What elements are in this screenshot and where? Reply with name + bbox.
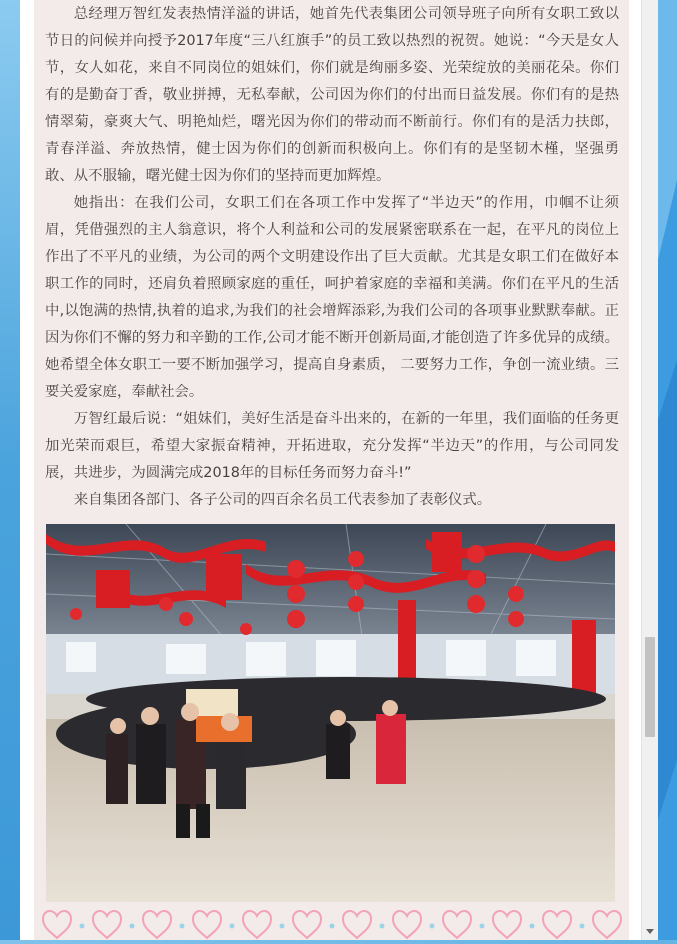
ceremony-hall-photo xyxy=(46,524,615,902)
desktop-wallpaper-icon xyxy=(658,0,677,940)
paragraph-2: 她指出：在我们公司，女职工们在各项工作中发挥了“半边天”的作用，巾帼不让须眉，凭借强烈的主人翁意识，将个人利益和公司的发展紧密联系在一起，在平凡的岗位上作出了不平凡的业绩，为公司的两个文明建设作出了巨大贡献。尤其是女职工们在做好本职工作的同时，还肩负着照顾家庭的重任，呵护着家庭的幸福和美满。你们在平凡的生活中,以饱满的热情,执着的追求,为我们的社会增辉添彩,为我们公司的各项事业默默奉献。正因为你们不懈的努力和辛勤的工作,公司才能不断开创新局面,才能创造了许多优异的成绩。她希望全体女职工一要不断加强学习，提高自身素质， 二要努力工作，争创一流业绩。三要关爱家庭，奉献社会。 xyxy=(45,195,619,400)
heart-divider xyxy=(40,908,628,940)
event-photo xyxy=(46,524,615,902)
heart-divider-icon xyxy=(40,908,628,940)
desktop-background-right xyxy=(658,0,677,940)
scrollbar-thumb[interactable] xyxy=(645,637,655,737)
paragraph-4: 来自集团各部门、各子公司的四百余名员工代表参加了表彰仪式。 xyxy=(73,492,492,508)
desktop-background-left xyxy=(0,0,20,940)
chevron-down-icon[interactable] xyxy=(646,929,654,934)
paragraph-1: 总经理万智红发表热情洋溢的讲话，她首先代表集团公司领导班子向所有女职工致以节日的问候并向授予2017年度“三八红旗手”的员工致以热烈的祝贺。她说：“今天是女人节，女人如花，来自不同岗位的姐妹们，你们就是绚丽多姿、光荣绽放的美丽花朵。你们有的是勤奋丁香，敬业拼搏，无私奉献，公司因为你们的付出而日益发展。你们有的是热情翠菊，豪爽大气、明艳灿烂，曙光因为你们的带动而不断前行。你们有的是活力扶郎，青春洋溢、奔放热情，健士因为你们的创新而积极向上。你们有的是坚韧木槿，坚强勇敢、从不服输，曙光健士因为你们的坚持而更加辉煌。 xyxy=(45,6,619,184)
vertical-scrollbar[interactable] xyxy=(641,0,658,940)
paragraph-3: 万智红最后说：“姐妹们，美好生活是奋斗出来的，在新的一年里，我们面临的任务更加光荣而艰巨，希望大家振奋精神，开拓进取，充分发挥“半边天”的作用，与公司同发展，共进步，为圆满完成2018年的目标任务而努力奋斗!” xyxy=(45,411,619,481)
article-text xyxy=(45,0,619,514)
